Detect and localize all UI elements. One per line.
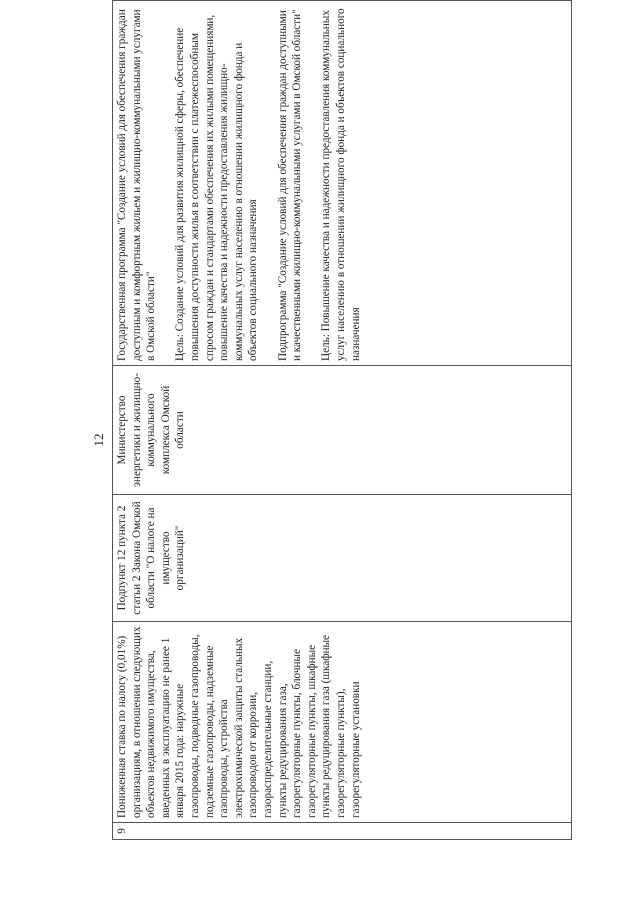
page-number: 12 [91, 433, 106, 447]
subprogram-goal: Цель: Повышение качества и надежности предоставления коммунальных услуг населению в отношении жилищного фонда и объектов социального назначения [320, 8, 362, 361]
subprogram-title: Подпрограмма "Создание условий для обеспечения граждан доступными и качественными жилищно-коммунальными услугами в Омской области" [276, 9, 304, 361]
benefit-description-cell: Пониженная ставка по налогу (0,01%) организациям, в отношении следующих объектов недвижимого имущества, введенных в эксплуатацию не ранее 1 января 2015 года: наружные газопроводы, подводные газопроводы, подземные газопроводы, надземные газопроводы, устройства электрохимической защиты стальных газопроводов от коррозии, газораспределительные станции, пункты редуцирования газа, газорегуляторные пункты, блочные газорегуляторные пункты, шкафные пункты редуцирования газа (шкафные газорегуляторные пункты), газорегуляторные установки [113, 622, 572, 823]
curator-cell: Министерство энергетики и жилищно-коммунального комплекса Омской области [113, 366, 572, 495]
program-goal: Цель: Создание условий для развития жилищной сферы, обеспечение повышения доступности жилья в соответствии с платежеспособным спросом граждан и стандартами обеспечения их жилыми помещениями, повышение качества и надежности предоставления жилищно-коммунальных услуг населению в отношении жилищного фонда и объектов социального назначения [174, 14, 260, 361]
program-cell [113, 1, 572, 366]
rotated-page-content [91, 8, 572, 840]
legal-basis-cell: Подпункт 12 пункта 2 статьи 2 Закона Омской области "О налоге на имущество организаций" [113, 495, 572, 622]
row-number-cell: 9 [113, 823, 572, 840]
program-title: Государственная программа "Создание условий для обеспечения граждан доступным и комфортным жильем и жилищно-коммунальными услугами в Омской области" [116, 9, 158, 361]
tax-benefits-table [112, 0, 572, 840]
table-row [113, 1, 572, 840]
